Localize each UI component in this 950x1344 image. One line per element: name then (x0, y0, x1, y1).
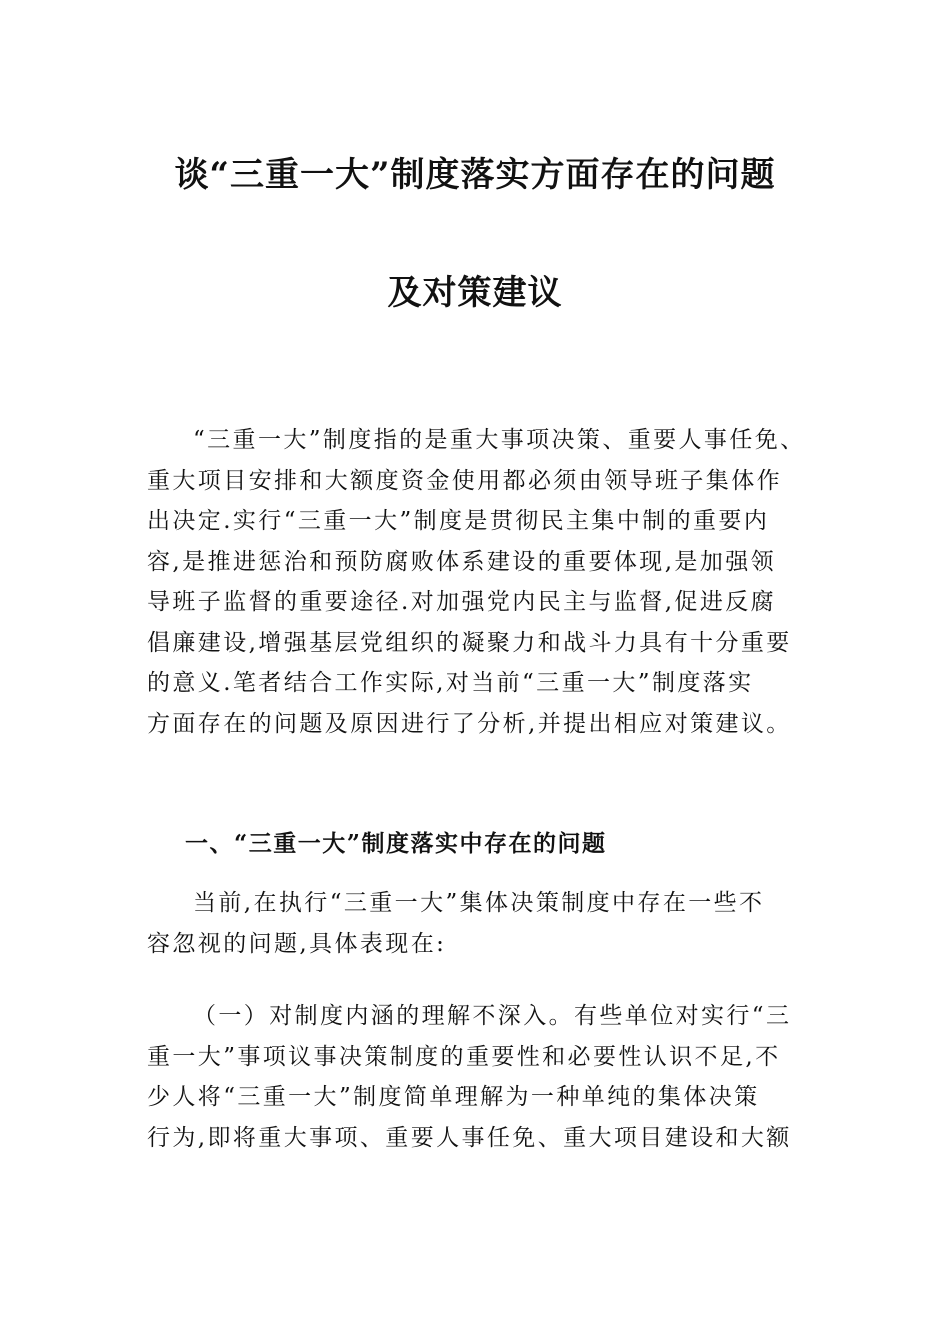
paragraph-line: 容忽视的问题,具体表现在: (147, 930, 447, 957)
paragraph-issue-one (147, 996, 817, 1158)
document-title-line-2: 及对策建议 (387, 273, 563, 313)
paragraph-intro (147, 420, 817, 744)
paragraph-line: 少人将“三重一大”制度简单理解为一种单纯的集体决策 (147, 1084, 760, 1110)
paragraph-line: （一）对制度内涵的理解不深入。有些单位对实行“三 (193, 1003, 792, 1029)
paragraph-line: 重一大”事项议事决策制度的重要性和必要性认识不足,不 (147, 1043, 781, 1070)
section-heading: 一、“三重一大”制度落实中存在的问题 (185, 830, 607, 857)
document-title-line-1: 谈“三重一大”制度落实方面存在的问题 (174, 155, 776, 195)
paragraph-line: 重大项目安排和大额度资金使用都必须由领导班子集体作 (147, 467, 782, 494)
paragraph-line: 容,是推进惩治和预防腐败体系建设的重要体现,是加强领 (147, 548, 777, 575)
paragraph-line: “三重一大”制度指的是重大事项决策、重要人事任免、 (193, 427, 806, 453)
paragraph-line: 出决定.实行“三重一大”制度是贯彻民主集中制的重要内 (147, 508, 770, 534)
paragraph-line: 行为,即将重大事项、重要人事任免、重大项目建设和大额 (147, 1124, 792, 1151)
paragraph-line: 导班子监督的重要途径.对加强党内民主与监督,促进反腐 (147, 589, 777, 615)
paragraph-line: 方面存在的问题及原因进行了分析,并提出相应对策建议。 (147, 710, 792, 737)
paragraph-line: 当前,在执行“三重一大”集体决策制度中存在一些不 (193, 890, 765, 916)
paragraph-line: 倡廉建设,增强基层党组织的凝聚力和战斗力具有十分重要 (147, 629, 792, 656)
paragraph-current-issues (147, 883, 817, 964)
paragraph-line: 的意义.笔者结合工作实际,对当前“三重一大”制度落实 (147, 670, 754, 696)
